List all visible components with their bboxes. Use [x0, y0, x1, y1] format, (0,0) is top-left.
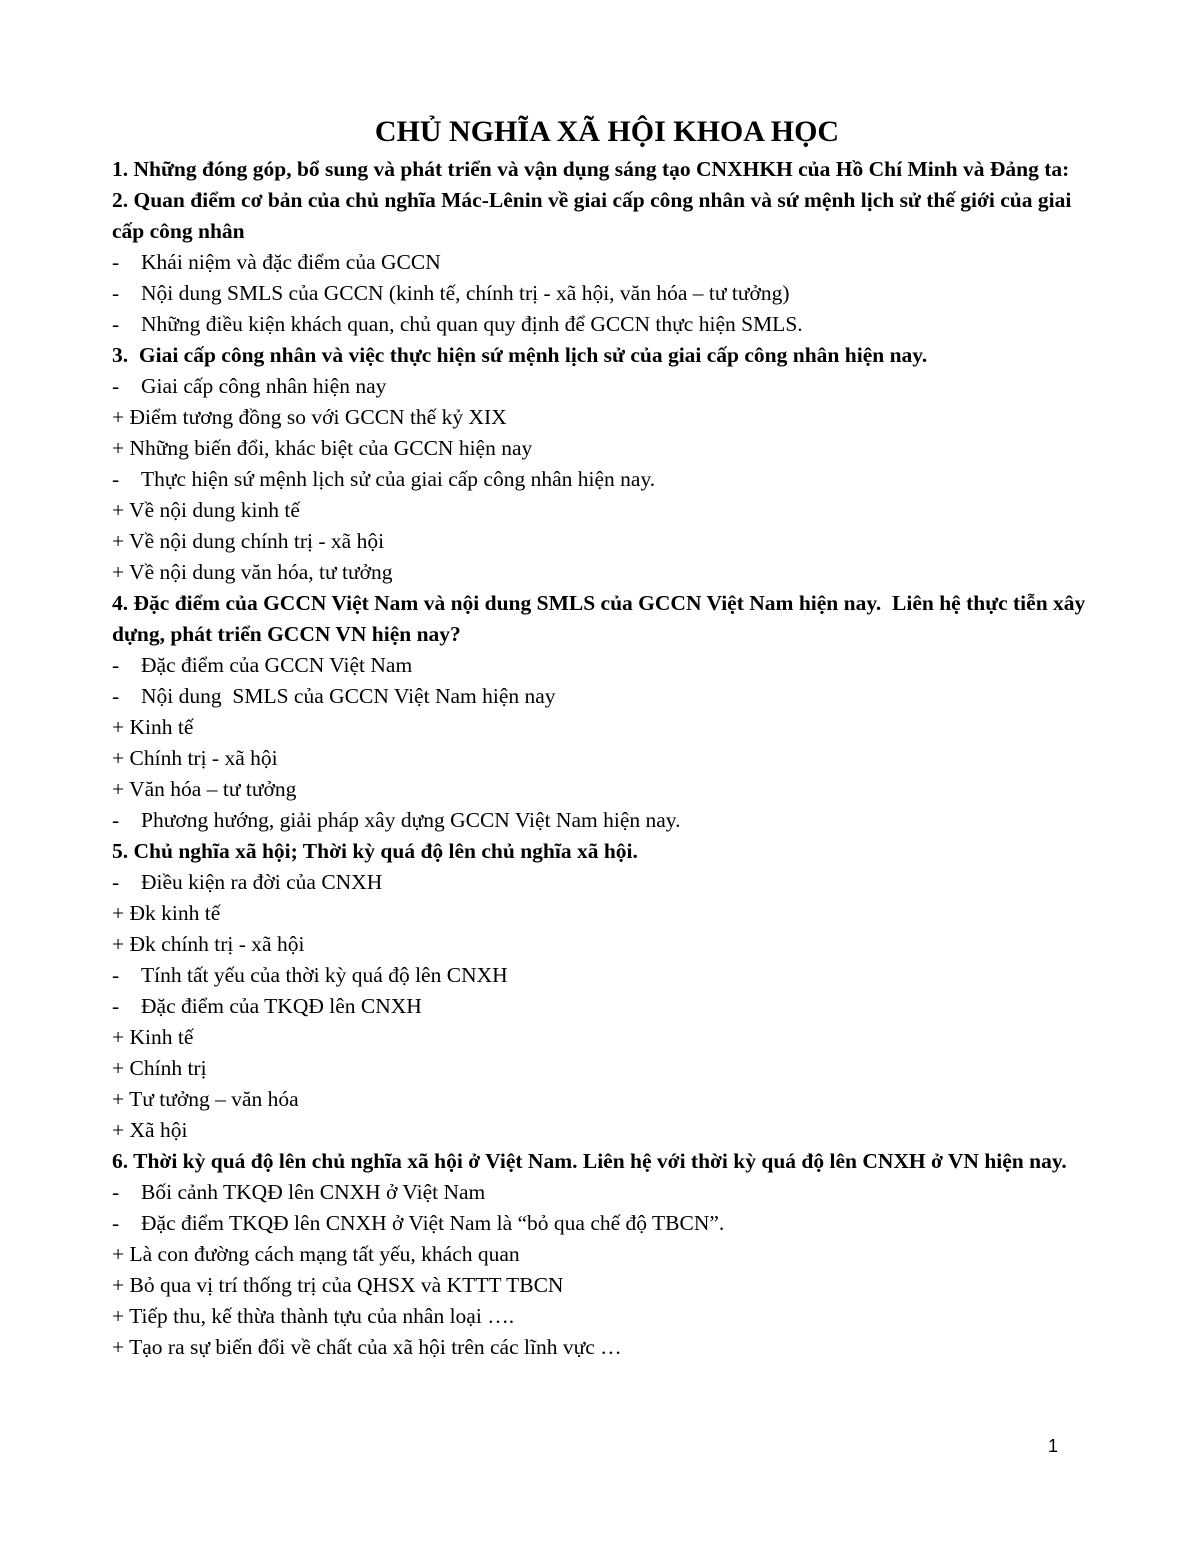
plus-list-item: + Tư tưởng – văn hóa [112, 1087, 299, 1111]
dash-item-text: Giai cấp công nhân hiện nay [141, 374, 387, 398]
plus-list-item: + Chính trị - xã hội [112, 746, 278, 770]
plus-list-item: + Chính trị [112, 1056, 207, 1080]
dash-list-item [112, 464, 1092, 495]
dash-list-item [112, 681, 1092, 712]
document-title: CHỦ NGHĨA XÃ HỘI KHOA HỌC [374, 115, 840, 148]
dash-bullet: - [112, 1211, 120, 1235]
dash-list-item [112, 867, 1092, 898]
plus-list-item: + Văn hóa – tư tưởng [112, 777, 297, 801]
dash-item-text: Nội dung SMLS của GCCN (kinh tế, chính trị - xã hội, văn hóa – tư tưởng) [141, 281, 790, 305]
dash-item-text: Tính tất yếu của thời kỳ quá độ lên CNXH [141, 963, 508, 987]
dash-bullet: - [112, 467, 120, 491]
plus-list-item: + Bỏ qua vị trí thống trị của QHSX và KTTT TBCN [112, 1273, 564, 1297]
plus-list-item: + Đk chính trị - xã hội [112, 932, 305, 956]
dash-bullet: - [112, 653, 120, 677]
dash-bullet: - [112, 808, 120, 832]
dash-list-item [112, 991, 1092, 1022]
plus-list-item: + Tạo ra sự biến đổi về chất của xã hội trên các lĩnh vực … [112, 1335, 622, 1359]
dash-item-text: Bối cảnh TKQĐ lên CNXH ở Việt Nam [141, 1180, 486, 1204]
section-heading: 5. Chủ nghĩa xã hội; Thời kỳ quá độ lên chủ nghĩa xã hội. [112, 839, 638, 863]
dash-bullet: - [112, 963, 120, 987]
section-heading: 2. Quan điểm cơ bản của chủ nghĩa Mác-Lênin về giai cấp công nhân và sứ mệnh lịch sử thế giới của giai cấp công nhân [112, 188, 1077, 243]
dash-list-item [112, 805, 1092, 836]
dash-list-item [112, 247, 1092, 278]
dash-list-item [112, 650, 1092, 681]
dash-bullet: - [112, 684, 120, 708]
dash-item-text: Đặc điểm của GCCN Việt Nam [141, 653, 413, 677]
dash-bullet: - [112, 994, 120, 1018]
section-heading: 4. Đặc điểm của GCCN Việt Nam và nội dung SMLS của GCCN Việt Nam hiện nay. Liên hệ thực tiễn xây dựng, phát triển GCCN VN hiện nay? [112, 591, 1091, 646]
document-body [112, 154, 1092, 1363]
dash-item-text: Đặc điểm của TKQĐ lên CNXH [141, 994, 422, 1018]
dash-item-text: Đặc điểm TKQĐ lên CNXH ở Việt Nam là “bỏ qua chế độ TBCN”. [141, 1211, 725, 1235]
dash-item-text: Thực hiện sứ mệnh lịch sử của giai cấp công nhân hiện nay. [141, 467, 656, 491]
plus-list-item: + Về nội dung văn hóa, tư tưởng [112, 560, 393, 584]
plus-list-item: + Kinh tế [112, 1025, 194, 1049]
section-heading: 1. Những đóng góp, bổ sung và phát triển và vận dụng sáng tạo CNXHKH của Hồ Chí Minh và Đảng ta: [112, 157, 1070, 181]
dash-item-text: Nội dung SMLS của GCCN Việt Nam hiện nay [141, 684, 556, 708]
dash-bullet: - [112, 250, 120, 274]
dash-item-text: Những điều kiện khách quan, chủ quan quy định để GCCN thực hiện SMLS. [141, 312, 803, 336]
plus-list-item: + Xã hội [112, 1118, 188, 1142]
dash-bullet: - [112, 870, 120, 894]
dash-bullet: - [112, 281, 120, 305]
plus-list-item: + Những biến đổi, khác biệt của GCCN hiện nay [112, 436, 533, 460]
section-heading: 6. Thời kỳ quá độ lên chủ nghĩa xã hội ở Việt Nam. Liên hệ với thời kỳ quá độ lên CNXH ở VN hiện nay. [112, 1149, 1067, 1173]
plus-list-item: + Là con đường cách mạng tất yếu, khách quan [112, 1242, 520, 1266]
plus-list-item: + Về nội dung kinh tế [112, 498, 300, 522]
dash-bullet: - [112, 374, 120, 398]
page-number: 1 [1047, 1436, 1058, 1456]
plus-list-item: + Kinh tế [112, 715, 194, 739]
dash-bullet: - [112, 312, 120, 336]
plus-list-item: + Đk kinh tế [112, 901, 221, 925]
dash-list-item [112, 960, 1092, 991]
dash-list-item [112, 278, 1092, 309]
dash-list-item [112, 1208, 1092, 1239]
dash-item-text: Phương hướng, giải pháp xây dựng GCCN Việt Nam hiện nay. [141, 808, 681, 832]
dash-item-text: Khái niệm và đặc điểm của GCCN [141, 250, 441, 274]
plus-list-item: + Điểm tương đồng so với GCCN thế kỷ XIX [112, 405, 507, 429]
plus-list-item: + Về nội dung chính trị - xã hội [112, 529, 385, 553]
section-heading: 3. Giai cấp công nhân và việc thực hiện sứ mệnh lịch sử của giai cấp công nhân hiện nay. [112, 343, 928, 367]
document-page [112, 112, 1092, 1363]
dash-list-item [112, 309, 1092, 340]
dash-bullet: - [112, 1180, 120, 1204]
dash-list-item [112, 1177, 1092, 1208]
plus-list-item: + Tiếp thu, kế thừa thành tựu của nhân loại …. [112, 1304, 515, 1328]
dash-list-item [112, 371, 1092, 402]
dash-item-text: Điều kiện ra đời của CNXH [141, 870, 383, 894]
